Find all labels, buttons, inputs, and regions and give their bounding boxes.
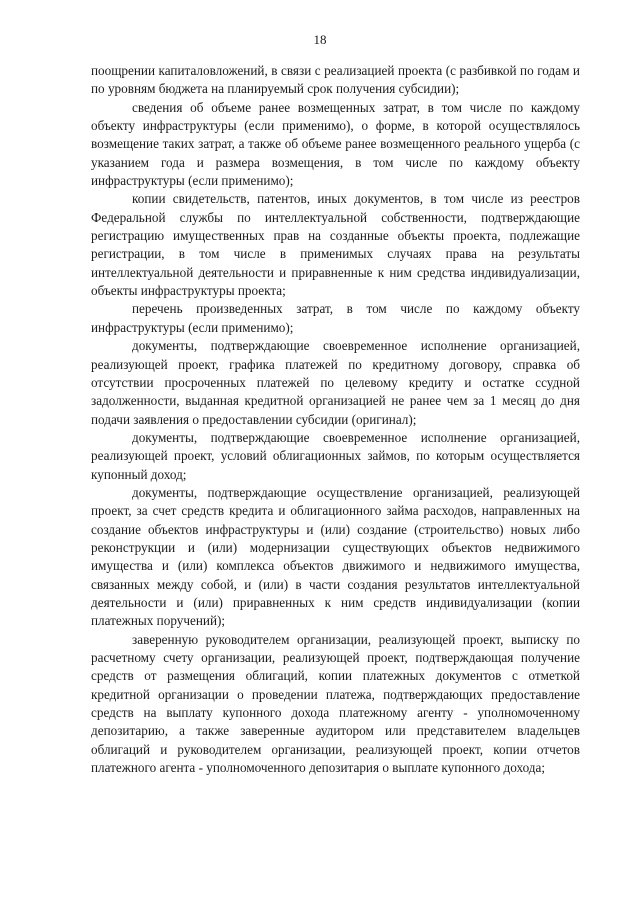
paragraph-7: документы, подтверждающие осуществление организацией, реализующей проект, за счет средств кредита и облигационного займа расходов, направленных на создание объектов инфраструктуры и (или) создание (строительство) новых либо реконструкции и (или) модернизации существующих объектов недвижимого имущества и (или) комплекса объектов движимого и недвижимого имущества, связанных между собой, и (или) в части создания результатов интеллектуальной деятельности и (или) приравненных к ним средств индивидуализации (копии платежных поручений); <box>91 484 580 629</box>
paragraph-4: перечень произведенных затрат, в том числе по каждому объекту инфраструктуры (если применимо); <box>91 301 580 335</box>
document-body <box>91 62 580 777</box>
paragraph-2: сведения об объеме ранее возмещенных затрат, в том числе по каждому объекту инфраструктуры (если применимо), о форме, в которой осуществлялось возмещение таких затрат, а также об объеме ранее возмещенного реального ущерба (с указанием года и размера возмещения, в том числе по каждому объекту инфраструктуры (если применимо); <box>91 99 580 189</box>
paragraph-5: документы, подтверждающие своевременное исполнение организацией, реализующей проект, графика платежей по кредитному договору, справка об отсутствии просроченных платежей по целевому кредиту и остатке ссудной задолженности, выданная кредитной организацией не ранее чем за 1 месяц до дня подачи заявления о предоставлении субсидии (оригинал); <box>91 338 580 427</box>
paragraph-1: поощрении капиталовложений, в связи с реализацией проекта (с разбивкой по годам и по уровням бюджета на планируемый срок получения субсидии); <box>91 63 580 97</box>
paragraph-3: копии свидетельств, патентов, иных документов, в том числе из реестров Федеральной службы по интеллектуальной собственности, подтверждающие регистрацию имущественных прав на созданные объекты проекта, подлежащие регистрации, в том числе в применимых случаях права на результаты интеллектуальной деятельности и приравненные к ним средства индивидуализации, объекты инфраструктуры проекта; <box>91 191 580 299</box>
paragraph-8: заверенную руководителем организации, реализующей проект, выписку по расчетному счету организации, реализующей проект, подтверждающая получение средств от размещения облигаций, копии платежных документов с отметкой кредитной организации о проведении платежа, подтверждающих предоставление средств на выплату купонного дохода платежному агенту - уполномоченному депозитарию, а также заверенные аудитором или представителем владельцев облигаций и руководителем организации, реализующей проект, копии отчетов платежного агента - уполномоченного депозитария о выплате купонного дохода; <box>91 631 580 776</box>
page-number: 18 <box>313 32 327 47</box>
paragraph-6: документы, подтверждающие своевременное исполнение организацией, реализующей проект, условий облигационных займов, по которым осуществляется купонный доход; <box>91 429 580 482</box>
